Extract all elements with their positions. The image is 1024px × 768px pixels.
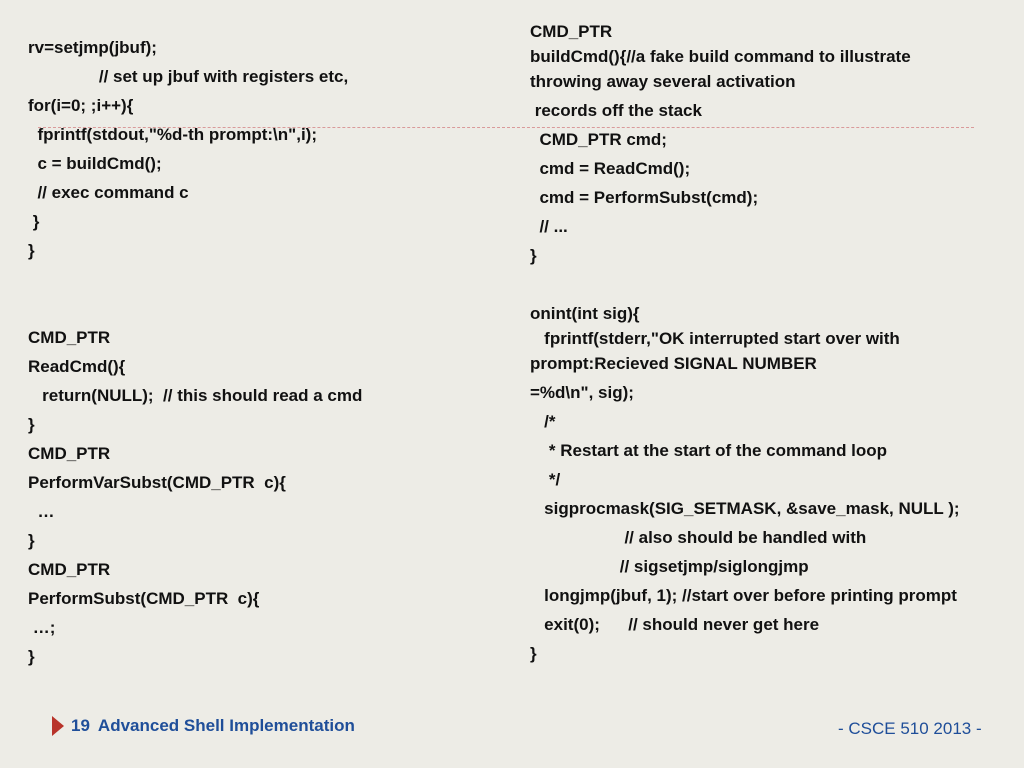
code-line: // also should be handled with [530,528,867,547]
code-line: records off the stack [530,101,702,120]
helper-functions-code [28,323,362,671]
code-line: c = buildCmd(); [28,154,162,173]
code-line: … [28,502,55,521]
code-line: CMD_PTR [530,22,613,41]
code-line: rv=setjmp(jbuf); [28,38,157,57]
slide-number: 19 [71,716,90,735]
code-line: for(i=0; ;i++){ [28,96,134,115]
code-line: onint(int sig){ [530,304,640,323]
code-line: cmd = ReadCmd(); [530,159,691,178]
slide-title: Advanced Shell Implementation [97,716,355,735]
code-line: buildCmd(){//a fake build command to illustrate [530,47,911,66]
code-line: } [28,647,35,666]
code-line: ReadCmd(){ [28,357,126,376]
code-line: exit(0); // should never get here [530,615,820,634]
code-line: …; [28,618,56,637]
code-line: } [28,241,35,260]
code-line: * Restart at the start of the command loop [530,441,888,460]
code-line: } [530,246,537,265]
code-line: // ... [530,217,568,236]
code-line: return(NULL); // this should read a cmd [28,386,363,405]
code-line: } [28,212,40,231]
buildcmd-onint-code [530,17,960,668]
code-line: CMD_PTR [28,560,111,579]
code-line: longjmp(jbuf, 1); //start over before printing prompt [530,586,957,605]
code-line: CMD_PTR cmd; [530,130,667,149]
code-line: fprintf(stderr,"OK interrupted start over with [530,329,900,348]
code-line: // set up jbuf with registers etc, [28,67,349,86]
code-line: // exec command c [28,183,189,202]
code-line: cmd = PerformSubst(cmd); [530,188,759,207]
code-line: prompt:Recieved SIGNAL NUMBER [530,354,817,373]
code-line: } [28,531,35,550]
course-label: - CSCE 510 2013 - [838,719,982,738]
code-line: CMD_PTR [28,444,111,463]
code-line: sigprocmask(SIG_SETMASK, &save_mask, NULL ); [530,499,960,518]
code-line: } [530,644,537,663]
code-line: // sigsetjmp/siglongjmp [530,557,809,576]
code-line: } [28,415,35,434]
code-line: /* [530,412,556,431]
slide-footer [52,716,355,736]
play-triangle-icon [52,716,64,736]
code-line: CMD_PTR [28,328,111,347]
main-loop-code [28,33,348,265]
code-line: throwing away several activation [530,72,796,91]
code-line: fprintf(stdout,"%d-th prompt:\n",i); [28,125,317,144]
code-line: =%d\n", sig); [530,383,634,402]
code-line [530,270,960,299]
code-line: PerformSubst(CMD_PTR c){ [28,589,260,608]
code-line: */ [530,470,561,489]
code-line: PerformVarSubst(CMD_PTR c){ [28,473,286,492]
